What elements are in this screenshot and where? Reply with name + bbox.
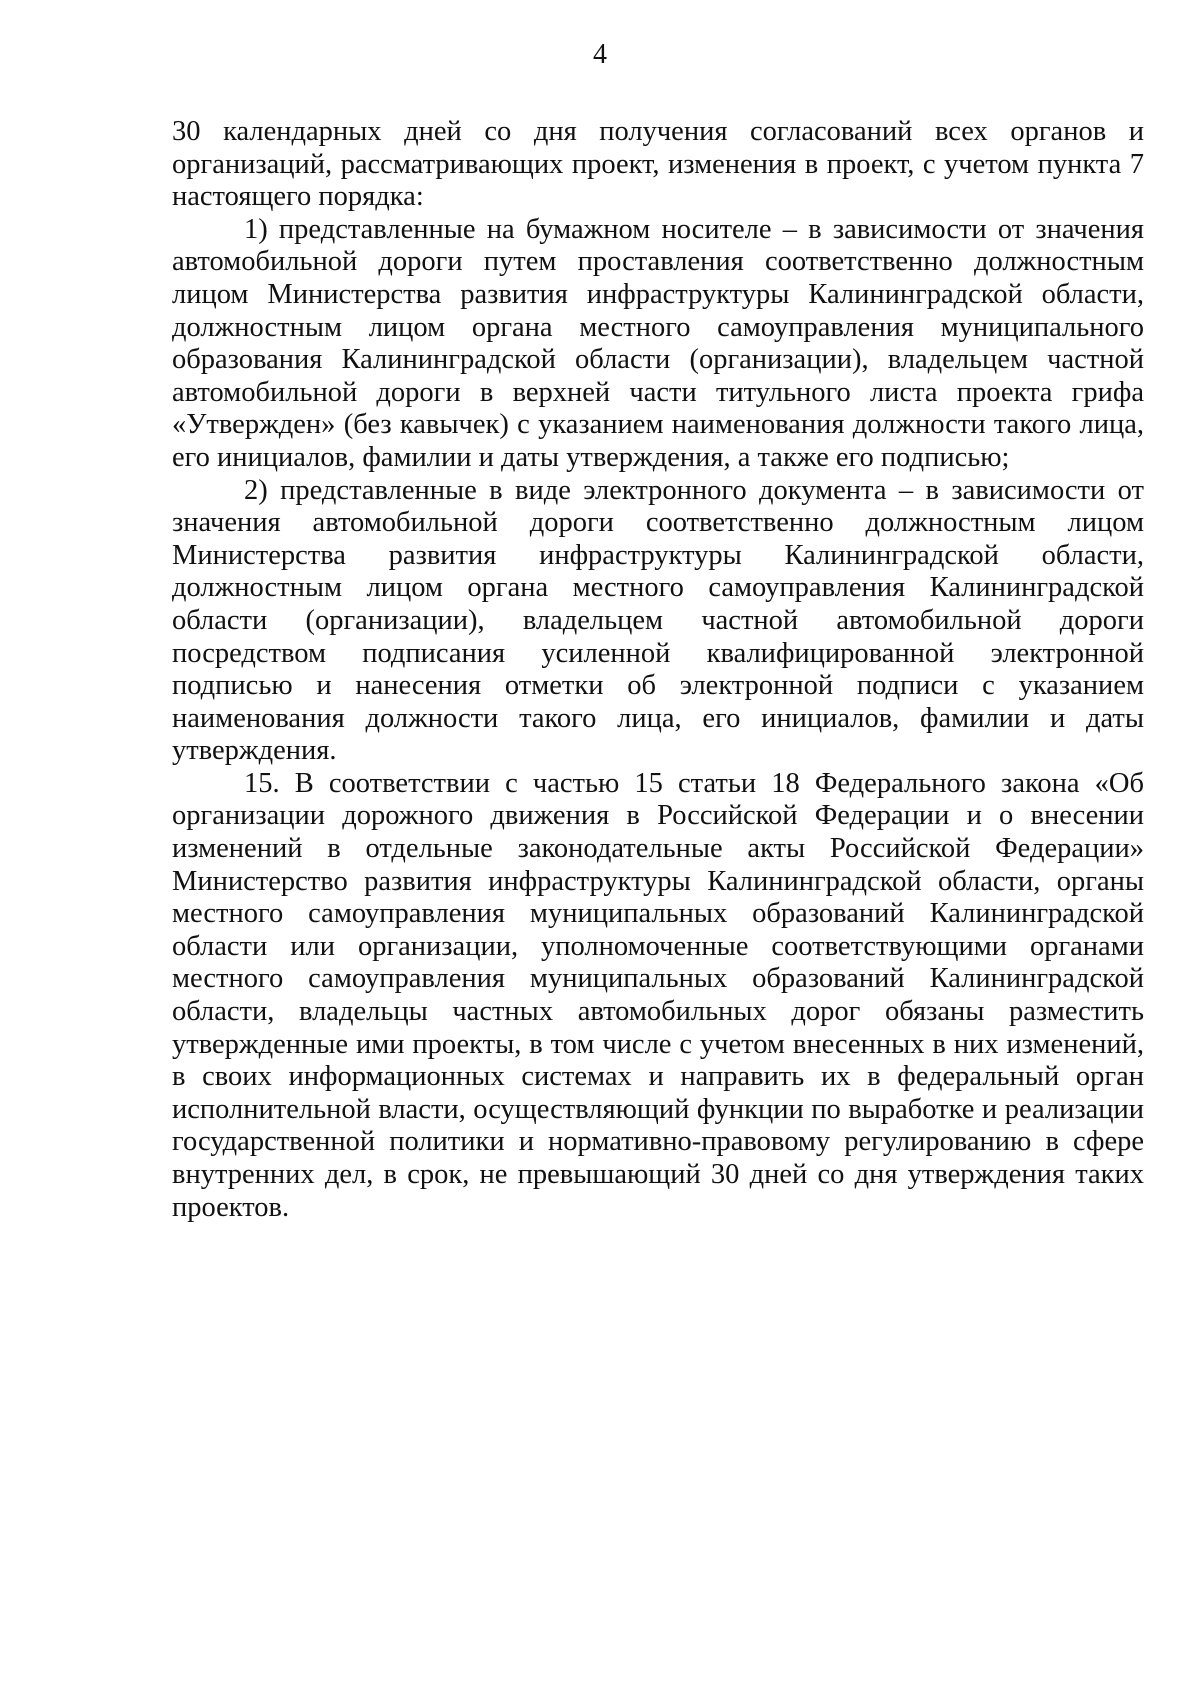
paragraph-item-1: 1) представленные на бумажном носителе – в зависимости от значения автомобильной дороги путем проставления соответственно должностным лицом Министерства развития инфраструктуры Калининградской области, должностным лицом органа местного самоуправления муниципального образования Калининградской области (организации), владельцем частной автомобильной дороги в верхней части титульного листа проекта грифа «Утвержден» (без кавычек) с указанием наименования должности такого лица, его инициалов, фамилии и даты утверждения, а также его подписью; xyxy=(172,213,1144,473)
paragraph-item-2: 2) представленные в виде электронного документа – в зависимости от значения автомобильной дороги соответственно должностным лицом Министерства развития инфраструктуры Калининградской области, должностным лицом органа местного самоуправления Калининградской области (организации), владельцем частной автомобильной дороги посредством подписания усиленной квалифицированной электронной подписью и нанесения отметки об электронной подписи с указанием наименования должности такого лица, его инициалов, фамилии и даты утверждения. xyxy=(172,474,1144,767)
paragraph-clause-15: 15. В соответствии с частью 15 статьи 18 Федерального закона «Об организации дорожного движения в Российской Федерации и о внесении изменений в отдельные законодательные акты Российской Федерации» Министерство развития инфраструктуры Калининградской области, органы местного самоуправления муниципальных образований Калининградской области или организации, уполномоченные соответствующими органами местного самоуправления муниципальных образований Калининградской области, владельцы частных автомобильных дорог обязаны разместить утвержденные ими проекты, в том числе с учетом внесенных в них изменений, в своих информационных системах и направить их в федеральный орган исполнительной власти, осуществляющий функции по выработке и реализации государственной политики и нормативно-правовому регулированию в сфере внутренних дел, в срок, не превышающий 30 дней со дня утверждения таких проектов. xyxy=(172,767,1144,1223)
page-number: 4 xyxy=(593,39,607,70)
paragraph-continuation: 30 календарных дней со дня получения согласований всех органов и организаций, рассматривающих проект, изменения в проект, с учетом пункта 7 настоящего порядка: xyxy=(172,116,1144,213)
document-body xyxy=(172,116,1144,1224)
